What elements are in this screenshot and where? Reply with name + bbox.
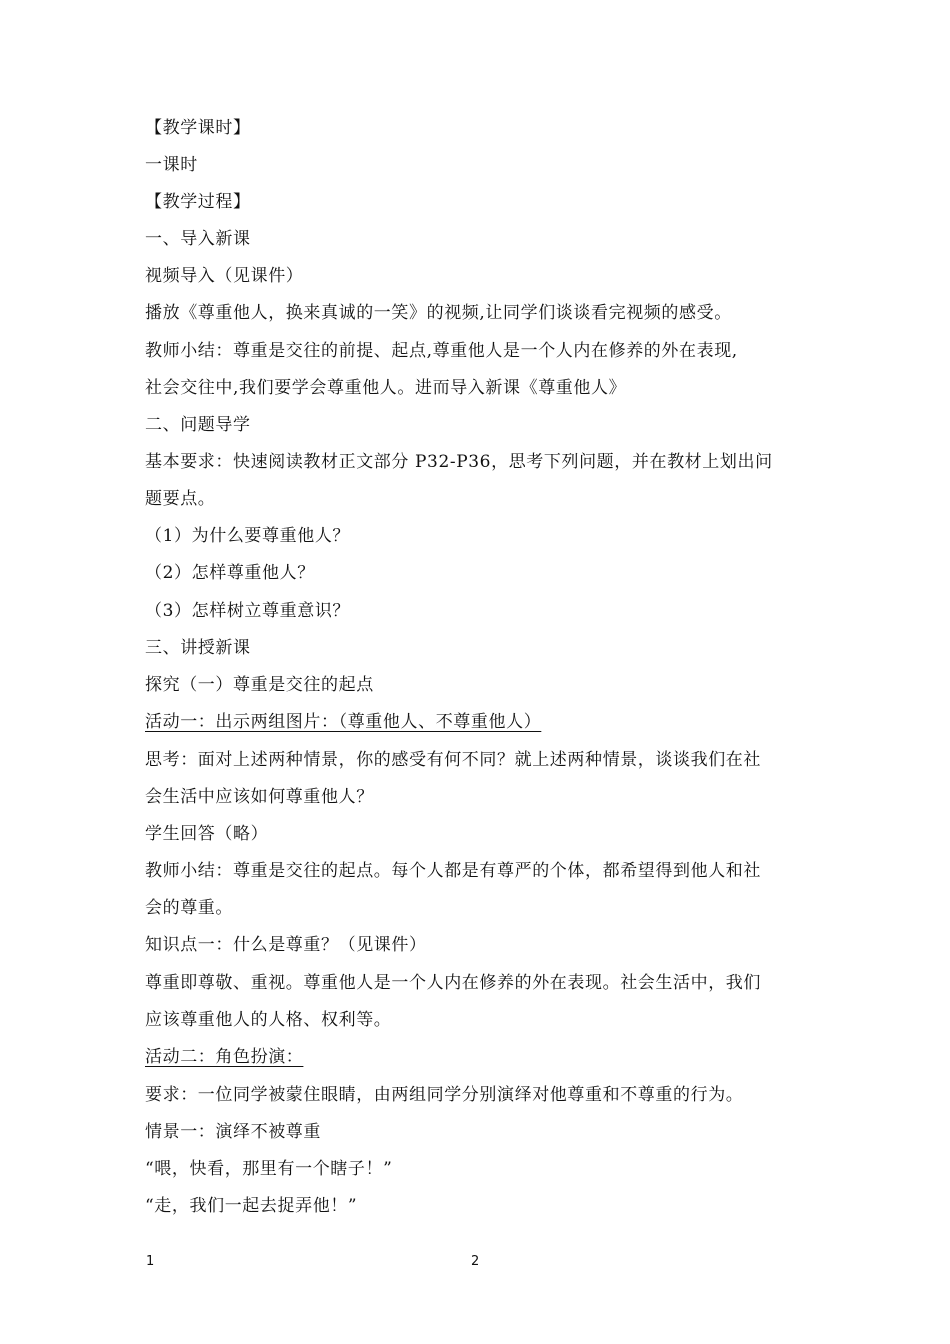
paragraph: 会生活中应该如何尊重他人？ (145, 787, 374, 807)
paragraph: 社会交往中,我们要学会尊重他人。进而导入新课《尊重他人》 (145, 378, 627, 398)
paragraph: 思考：面对上述两种情景，你的感受有何不同？就上述两种情景，谈谈我们在社 (145, 750, 761, 770)
paragraph: 教师小结：尊重是交往的起点。每个人都是有尊严的个体，都希望得到他人和社 (145, 861, 761, 881)
paragraph: 会的尊重。 (145, 898, 233, 918)
paragraph: 题要点。 (145, 489, 216, 509)
list-item: （3）怎样树立尊重意识？ (145, 601, 351, 621)
activity-heading-underlined: 活动一：出示两组图片：（尊重他人、不尊重他人） (145, 712, 542, 732)
list-item: （1）为什么要尊重他人？ (145, 526, 351, 546)
paragraph: 应该尊重他人的人格、权利等。 (145, 1010, 392, 1030)
paragraph: 要求：一位同学被蒙住眼睛，由两组同学分别演绎对他尊重和不尊重的行为。 (145, 1085, 744, 1105)
footer-page-number-center: 2 (471, 1254, 480, 1269)
paragraph: 播放《尊重他人，换来真诚的一笑》的视频,让同学们谈谈看完视频的感受。 (145, 303, 732, 323)
section-heading-teaching-process: 【教学过程】 (145, 192, 251, 212)
list-item: （2）怎样尊重他人？ (145, 563, 315, 583)
paragraph: 一课时 (145, 155, 198, 175)
paragraph: 基本要求：快速阅读教材正文部分 P32-P36，思考下列问题，并在教材上划出问 (145, 452, 773, 472)
quote-line: “走，我们一起去捉弄他！” (145, 1196, 358, 1216)
paragraph: 教师小结：尊重是交往的前提、起点,尊重他人是一个人内在修养的外在表现, (145, 341, 738, 361)
section-heading-class-hours: 【教学课时】 (145, 118, 251, 138)
paragraph: 视频导入（见课件） (145, 266, 304, 286)
paragraph: 学生回答（略） (145, 824, 269, 844)
quote-line: “喂，快看，那里有一个瞎子！” (145, 1159, 393, 1179)
paragraph: 尊重即尊敬、重视。尊重他人是一个人内在修养的外在表现。社会生活中，我们 (145, 973, 761, 993)
activity-heading-underlined: 活动二：角色扮演： (145, 1047, 304, 1067)
paragraph: 探究（一）尊重是交往的起点 (145, 675, 374, 695)
subheading: 一、导入新课 (145, 229, 251, 249)
subheading: 二、问题导学 (145, 415, 251, 435)
footer-page-number-left: 1 (146, 1254, 155, 1269)
subheading: 三、讲授新课 (145, 638, 251, 658)
paragraph: 情景一：演绎不被尊重 (145, 1122, 321, 1142)
paragraph: 知识点一：什么是尊重？（见课件） (145, 935, 427, 955)
